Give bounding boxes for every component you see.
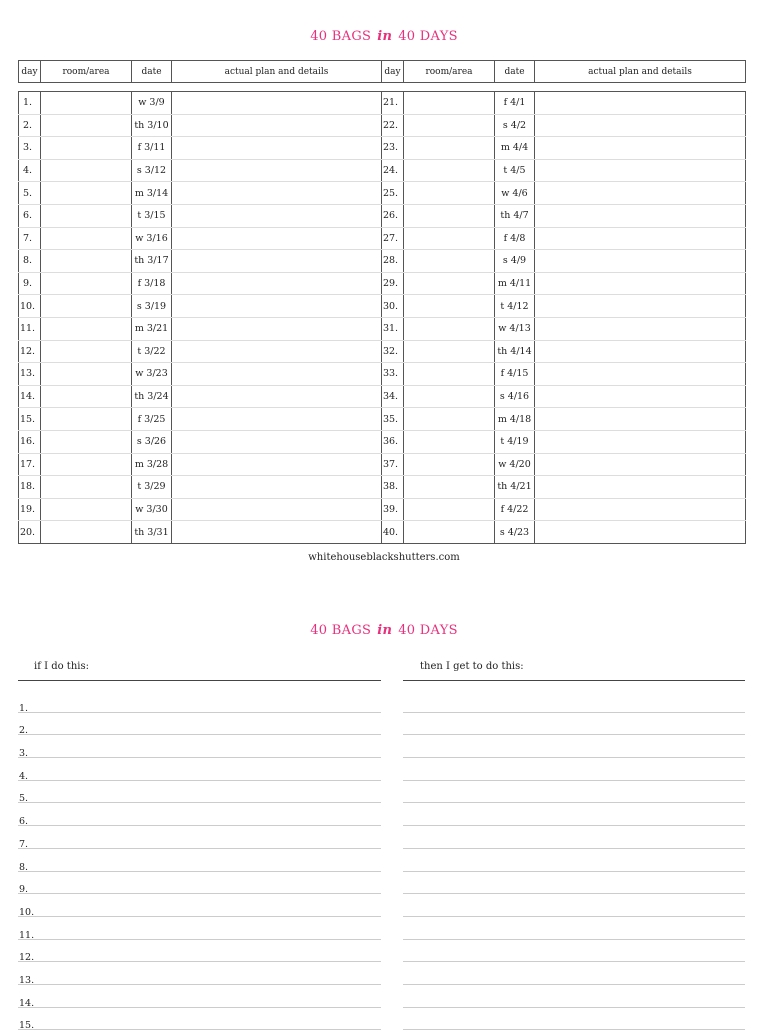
day-cell: 7. [19, 227, 41, 250]
table-row [19, 159, 746, 182]
plan-cell[interactable] [535, 137, 746, 160]
room-area-cell[interactable] [404, 137, 495, 160]
heading-rule-left [18, 680, 381, 681]
date-cell: w 4/13 [495, 317, 535, 340]
plan-cell[interactable] [172, 295, 382, 318]
task-row[interactable] [18, 894, 381, 917]
room-area-cell[interactable] [41, 204, 132, 227]
date-cell: s 3/26 [132, 430, 172, 453]
date-cell: t 3/22 [132, 340, 172, 363]
schedule-table [18, 91, 746, 544]
room-area-cell[interactable] [404, 114, 495, 137]
date-cell: w 3/23 [132, 363, 172, 386]
plan-cell[interactable] [535, 114, 746, 137]
table-row [19, 227, 746, 250]
task-number: 3. [19, 748, 29, 760]
date-cell: th 3/24 [132, 385, 172, 408]
schedule-header [18, 60, 746, 83]
task-number: 12. [19, 952, 35, 964]
website-link[interactable]: whitehouseblackshutters.com [308, 552, 460, 563]
room-area-cell[interactable] [404, 227, 495, 250]
table-row [19, 476, 746, 499]
plan-cell[interactable] [172, 340, 382, 363]
day-cell: 32. [382, 340, 404, 363]
reward-row[interactable] [403, 872, 745, 895]
room-area-cell[interactable] [404, 453, 495, 476]
title-mid: in [377, 623, 393, 638]
header-plan: actual plan and details [172, 61, 382, 83]
task-row[interactable] [18, 690, 381, 713]
day-cell: 30. [382, 295, 404, 318]
reward-row[interactable] [403, 940, 745, 963]
reward-row[interactable] [403, 1008, 745, 1031]
day-cell: 6. [19, 204, 41, 227]
room-area-cell[interactable] [41, 453, 132, 476]
reward-row[interactable] [403, 803, 745, 826]
reward-list [403, 690, 745, 1030]
room-area-cell[interactable] [41, 521, 132, 544]
reward-row[interactable] [403, 962, 745, 985]
date-cell: w 3/9 [132, 92, 172, 115]
room-area-cell[interactable] [41, 159, 132, 182]
task-row[interactable] [18, 781, 381, 804]
title-left: 40 BAGS [310, 29, 372, 44]
reward-row[interactable] [403, 735, 745, 758]
date-cell: th 3/31 [132, 521, 172, 544]
task-row[interactable] [18, 735, 381, 758]
date-cell: t 3/29 [132, 476, 172, 499]
plan-cell[interactable] [172, 317, 382, 340]
plan-cell[interactable] [172, 363, 382, 386]
day-cell: 39. [382, 498, 404, 521]
plan-cell[interactable] [535, 408, 746, 431]
room-area-cell[interactable] [41, 295, 132, 318]
task-number: 10. [19, 906, 35, 918]
table-row [19, 340, 746, 363]
plan-cell[interactable] [535, 92, 746, 115]
table-row [19, 498, 746, 521]
table-row [19, 521, 746, 544]
table-row [19, 92, 746, 115]
day-cell: 29. [382, 272, 404, 295]
room-area-cell[interactable] [404, 182, 495, 205]
reward-row[interactable] [403, 758, 745, 781]
plan-cell[interactable] [172, 204, 382, 227]
room-area-cell[interactable] [41, 317, 132, 340]
room-area-cell[interactable] [41, 430, 132, 453]
day-cell: 10. [19, 295, 41, 318]
date-cell: s 4/9 [495, 250, 535, 273]
room-area-cell[interactable] [41, 114, 132, 137]
date-cell: m 3/14 [132, 182, 172, 205]
page-title [0, 29, 768, 44]
date-cell: th 4/21 [495, 476, 535, 499]
date-cell: f 3/11 [132, 137, 172, 160]
header-room-area: room/area [41, 61, 132, 83]
task-row[interactable] [18, 758, 381, 781]
table-row [19, 114, 746, 137]
table-row [19, 204, 746, 227]
day-cell: 9. [19, 272, 41, 295]
room-area-cell[interactable] [404, 498, 495, 521]
plan-cell[interactable] [172, 385, 382, 408]
day-cell: 18. [19, 476, 41, 499]
date-cell: m 4/18 [495, 408, 535, 431]
header-room-area-2: room/area [404, 61, 495, 83]
plan-cell[interactable] [172, 408, 382, 431]
plan-cell[interactable] [172, 476, 382, 499]
plan-cell[interactable] [172, 182, 382, 205]
reward-row[interactable] [403, 917, 745, 940]
task-number: 1. [19, 702, 29, 714]
date-cell: s 4/23 [495, 521, 535, 544]
reward-row[interactable] [403, 690, 745, 713]
table-row [19, 272, 746, 295]
if-i-do-this-heading: if I do this: [34, 661, 89, 672]
plan-cell[interactable] [535, 453, 746, 476]
date-cell: m 3/28 [132, 453, 172, 476]
task-row[interactable] [18, 940, 381, 963]
plan-cell[interactable] [535, 227, 746, 250]
plan-cell[interactable] [535, 182, 746, 205]
task-number: 2. [19, 725, 29, 737]
plan-cell[interactable] [172, 430, 382, 453]
reward-row[interactable] [403, 826, 745, 849]
title-left: 40 BAGS [310, 623, 372, 638]
plan-cell[interactable] [535, 295, 746, 318]
table-row [19, 363, 746, 386]
room-area-cell[interactable] [404, 295, 495, 318]
day-cell: 37. [382, 453, 404, 476]
plan-cell[interactable] [172, 137, 382, 160]
room-area-cell[interactable] [41, 250, 132, 273]
task-number: 8. [19, 861, 29, 873]
plan-cell[interactable] [172, 453, 382, 476]
task-number: 9. [19, 884, 29, 896]
heading-rule-right [403, 680, 745, 681]
date-cell: s 4/16 [495, 385, 535, 408]
day-cell: 19. [19, 498, 41, 521]
plan-cell[interactable] [172, 272, 382, 295]
task-number: 13. [19, 974, 35, 986]
room-area-cell[interactable] [41, 363, 132, 386]
room-area-cell[interactable] [404, 250, 495, 273]
table-row [19, 317, 746, 340]
task-row[interactable] [18, 1008, 381, 1031]
table-row [19, 137, 746, 160]
date-cell: f 3/25 [132, 408, 172, 431]
date-cell: t 3/15 [132, 204, 172, 227]
date-cell: f 3/18 [132, 272, 172, 295]
task-list [18, 690, 381, 1030]
date-cell: w 3/16 [132, 227, 172, 250]
room-area-cell[interactable] [41, 137, 132, 160]
day-cell: 5. [19, 182, 41, 205]
reward-row[interactable] [403, 894, 745, 917]
day-cell: 17. [19, 453, 41, 476]
room-area-cell[interactable] [41, 498, 132, 521]
day-cell: 26. [382, 204, 404, 227]
room-area-cell[interactable] [404, 430, 495, 453]
table-row [19, 453, 746, 476]
date-cell: w 4/6 [495, 182, 535, 205]
task-number: 14. [19, 997, 35, 1009]
task-row[interactable] [18, 803, 381, 826]
header-plan-2: actual plan and details [535, 61, 746, 83]
task-row[interactable] [18, 872, 381, 895]
plan-cell[interactable] [172, 250, 382, 273]
table-row [19, 430, 746, 453]
room-area-cell[interactable] [404, 92, 495, 115]
date-cell: w 3/30 [132, 498, 172, 521]
day-cell: 8. [19, 250, 41, 273]
date-cell: w 4/20 [495, 453, 535, 476]
reward-row[interactable] [403, 713, 745, 736]
day-cell: 13. [19, 363, 41, 386]
task-row[interactable] [18, 826, 381, 849]
title-right: 40 DAYS [398, 29, 458, 44]
date-cell: t 4/5 [495, 159, 535, 182]
date-cell: th 3/17 [132, 250, 172, 273]
task-number: 7. [19, 838, 29, 850]
plan-cell[interactable] [535, 159, 746, 182]
reward-row[interactable] [403, 985, 745, 1008]
date-cell: s 3/19 [132, 295, 172, 318]
header-date-2: date [495, 61, 535, 83]
header-day-2: day [382, 61, 404, 83]
date-cell: t 4/19 [495, 430, 535, 453]
plan-cell[interactable] [535, 476, 746, 499]
table-row [19, 385, 746, 408]
room-area-cell[interactable] [404, 363, 495, 386]
room-area-cell[interactable] [404, 521, 495, 544]
date-cell: m 4/11 [495, 272, 535, 295]
day-cell: 21. [382, 92, 404, 115]
day-cell: 12. [19, 340, 41, 363]
room-area-cell[interactable] [404, 159, 495, 182]
day-cell: 4. [19, 159, 41, 182]
day-cell: 20. [19, 521, 41, 544]
task-row[interactable] [18, 985, 381, 1008]
day-cell: 40. [382, 521, 404, 544]
plan-cell[interactable] [535, 385, 746, 408]
task-number: 11. [19, 929, 35, 941]
room-area-cell[interactable] [404, 476, 495, 499]
page-title-2 [0, 623, 768, 638]
plan-cell[interactable] [172, 114, 382, 137]
plan-cell[interactable] [535, 521, 746, 544]
room-area-cell[interactable] [41, 476, 132, 499]
day-cell: 3. [19, 137, 41, 160]
plan-cell[interactable] [172, 92, 382, 115]
day-cell: 16. [19, 430, 41, 453]
room-area-cell[interactable] [404, 408, 495, 431]
plan-cell[interactable] [535, 498, 746, 521]
day-cell: 33. [382, 363, 404, 386]
plan-cell[interactable] [535, 317, 746, 340]
day-cell: 28. [382, 250, 404, 273]
day-cell: 15. [19, 408, 41, 431]
plan-cell[interactable] [172, 521, 382, 544]
room-area-cell[interactable] [41, 385, 132, 408]
room-area-cell[interactable] [404, 317, 495, 340]
day-cell: 25. [382, 182, 404, 205]
day-cell: 23. [382, 137, 404, 160]
day-cell: 27. [382, 227, 404, 250]
plan-cell[interactable] [535, 250, 746, 273]
plan-cell[interactable] [172, 159, 382, 182]
date-cell: m 3/21 [132, 317, 172, 340]
day-cell: 24. [382, 159, 404, 182]
day-cell: 38. [382, 476, 404, 499]
day-cell: 31. [382, 317, 404, 340]
table-row [19, 250, 746, 273]
task-row[interactable] [18, 713, 381, 736]
day-cell: 1. [19, 92, 41, 115]
plan-cell[interactable] [535, 204, 746, 227]
date-cell: t 4/12 [495, 295, 535, 318]
task-row[interactable] [18, 962, 381, 985]
task-row[interactable] [18, 849, 381, 872]
room-area-cell[interactable] [404, 204, 495, 227]
room-area-cell[interactable] [41, 340, 132, 363]
header-day: day [19, 61, 41, 83]
task-row[interactable] [18, 917, 381, 940]
day-cell: 34. [382, 385, 404, 408]
table-row [19, 295, 746, 318]
task-number: 4. [19, 770, 29, 782]
header-date: date [132, 61, 172, 83]
day-cell: 36. [382, 430, 404, 453]
date-cell: s 4/2 [495, 114, 535, 137]
title-mid: in [377, 29, 393, 44]
title-right: 40 DAYS [398, 623, 458, 638]
date-cell: m 4/4 [495, 137, 535, 160]
room-area-cell[interactable] [404, 340, 495, 363]
plan-cell[interactable] [172, 227, 382, 250]
then-i-get-heading: then I get to do this: [420, 661, 524, 672]
date-cell: s 3/12 [132, 159, 172, 182]
task-number: 15. [19, 1020, 35, 1031]
plan-cell[interactable] [535, 363, 746, 386]
room-area-cell[interactable] [41, 272, 132, 295]
date-cell: th 4/14 [495, 340, 535, 363]
plan-cell[interactable] [535, 272, 746, 295]
room-area-cell[interactable] [404, 385, 495, 408]
reward-row[interactable] [403, 781, 745, 804]
plan-cell[interactable] [535, 430, 746, 453]
room-area-cell[interactable] [404, 272, 495, 295]
room-area-cell[interactable] [41, 92, 132, 115]
date-cell: f 4/15 [495, 363, 535, 386]
day-cell: 2. [19, 114, 41, 137]
date-cell: f 4/1 [495, 92, 535, 115]
table-row [19, 408, 746, 431]
day-cell: 22. [382, 114, 404, 137]
day-cell: 14. [19, 385, 41, 408]
day-cell: 35. [382, 408, 404, 431]
task-number: 6. [19, 816, 29, 828]
day-cell: 11. [19, 317, 41, 340]
room-area-cell[interactable] [41, 227, 132, 250]
date-cell: th 3/10 [132, 114, 172, 137]
task-number: 5. [19, 793, 29, 805]
plan-cell[interactable] [535, 340, 746, 363]
reward-row[interactable] [403, 849, 745, 872]
date-cell: f 4/22 [495, 498, 535, 521]
plan-cell[interactable] [172, 498, 382, 521]
date-cell: th 4/7 [495, 204, 535, 227]
room-area-cell[interactable] [41, 408, 132, 431]
table-row [19, 182, 746, 205]
date-cell: f 4/8 [495, 227, 535, 250]
room-area-cell[interactable] [41, 182, 132, 205]
